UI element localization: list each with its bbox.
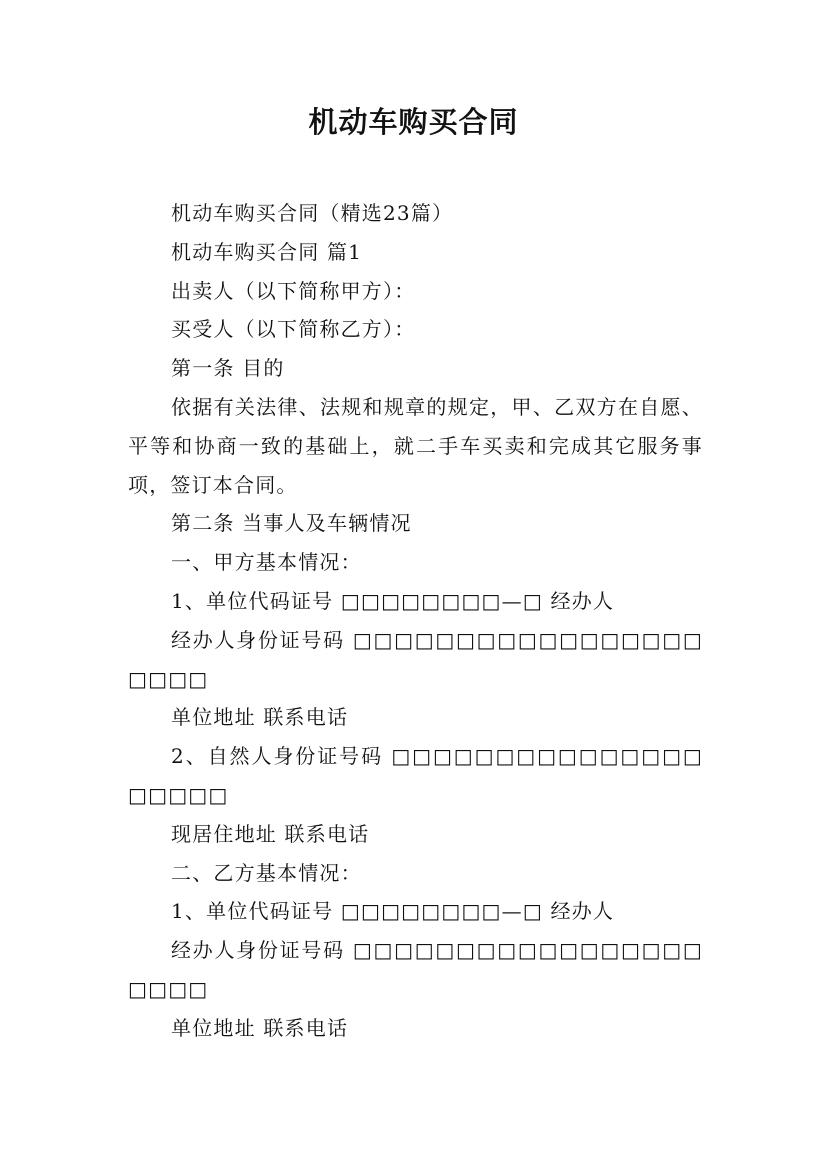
paragraph-subtitle: 机动车购买合同（精选23篇）	[171, 201, 454, 225]
paragraph-party-b-info: 二、乙方基本情况：	[171, 860, 362, 885]
paragraph-party-a-natural-person-id: 2、自然人身份证号码 □□□□□□□□□□□□□□□□□□□□	[128, 744, 703, 807]
paragraph-seller: 出卖人（以下简称甲方）：	[171, 278, 416, 303]
document-title: 机动车购买合同	[308, 105, 519, 139]
paragraph-party-a-agent-id: 经办人身份证号码 □□□□□□□□□□□□□□□□□□□□□	[128, 627, 703, 691]
document-body	[128, 194, 703, 1048]
paragraph-party-a-address: 单位地址 联系电话	[171, 705, 349, 730]
paragraph-party-b-address: 单位地址 联系电话	[171, 1015, 349, 1040]
paragraph-article-1: 第一条 目的	[171, 356, 285, 381]
paragraph-party-a-info: 一、甲方基本情况：	[171, 550, 362, 575]
paragraph-party-b-agent-id: 经办人身份证号码 □□□□□□□□□□□□□□□□□□□□□	[128, 938, 703, 1001]
paragraph-purpose: 依据有关法律、法规和规章的规定，甲、乙双方在自愿、平等和协商一致的基础上，就二手车买卖和完成其它服务事项，签订本合同。	[128, 394, 703, 497]
paragraph-article-2: 第二条 当事人及车辆情况	[171, 511, 412, 536]
paragraph-party-a-residence: 现居住地址 联系电话	[171, 821, 370, 846]
paragraph-party-b-unit-code: 1、单位代码证号 □□□□□□□□—□ 经办人	[171, 899, 615, 924]
paragraph-party-a-unit-code: 1、单位代码证号 □□□□□□□□—□ 经办人	[171, 588, 615, 613]
paragraph-buyer: 买受人（以下简称乙方）：	[171, 317, 416, 342]
paragraph-section-heading: 机动车购买合同 篇1	[171, 239, 363, 264]
